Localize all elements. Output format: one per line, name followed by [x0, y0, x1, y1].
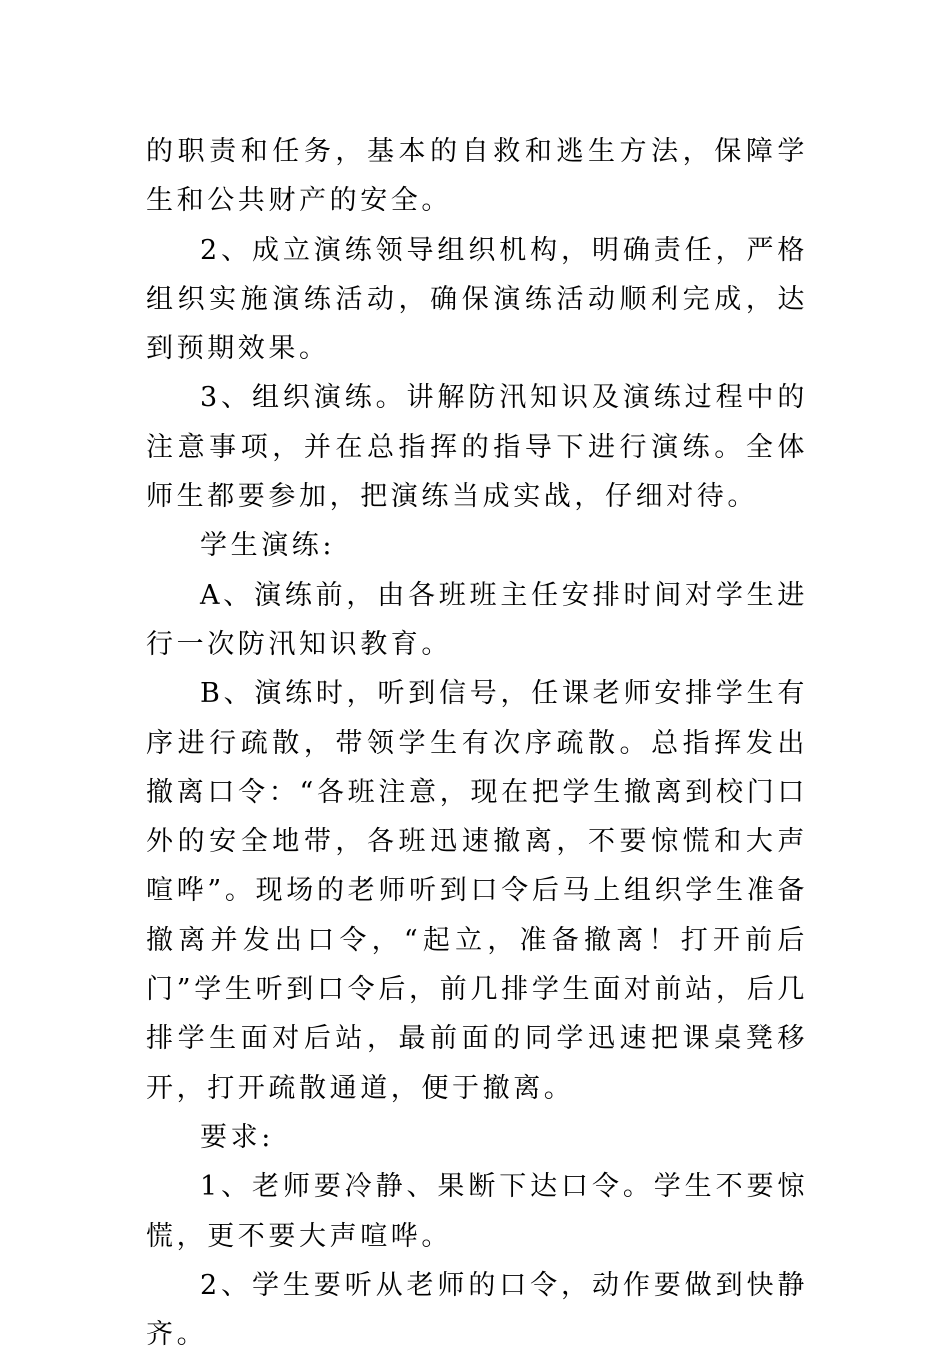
paragraph-3: 3、组织演练。讲解防汛知识及演练过程中的注意事项，并在总指挥的指导下进行演练。全体师生都要参加，把演练当成实战，仔细对待。 [146, 382, 808, 513]
paragraph-item-a: A、演练前，由各班班主任安排时间对学生进行一次防汛知识教育。 [146, 579, 808, 660]
document-body [146, 127, 808, 1359]
requirement-2: 2、学生要听从老师的口令，动作要做到快静齐。 [146, 1269, 808, 1351]
paragraph-2: 2、成立演练领导组织机构，明确责任，严格组织实施演练活动，确保演练活动顺利完成，达到预期效果。 [146, 234, 808, 365]
paragraph-item-b: B、演练时，听到信号，任课老师安排学生有序进行疏散，带领学生有次序疏散。总指挥发出撤离口令：“各班注意，现在把学生撤离到校门口外的安全地带，各班迅速撤离，不要惊慌和大声喧哗”。现场的老师听到口令后马上组织学生准备撤离并发出口令，“起立，准备撤离！打开前后门”学生听到口令后，前几排学生面对前站，后几排学生面对后站，最前面的同学迅速把课桌凳移开，打开疏散通道，便于撤离。 [146, 678, 808, 1104]
section-heading-requirements: 要求: [200, 1121, 274, 1153]
section-heading-student-drill: 学生演练: [200, 530, 336, 562]
requirement-1: 1、老师要冷静、果断下达口令。学生不要惊慌，更不要大声喧哗。 [146, 1171, 808, 1252]
paragraph-1: 的职责和任务，基本的自救和逃生方法，保障学生和公共财产的安全。 [146, 136, 808, 217]
